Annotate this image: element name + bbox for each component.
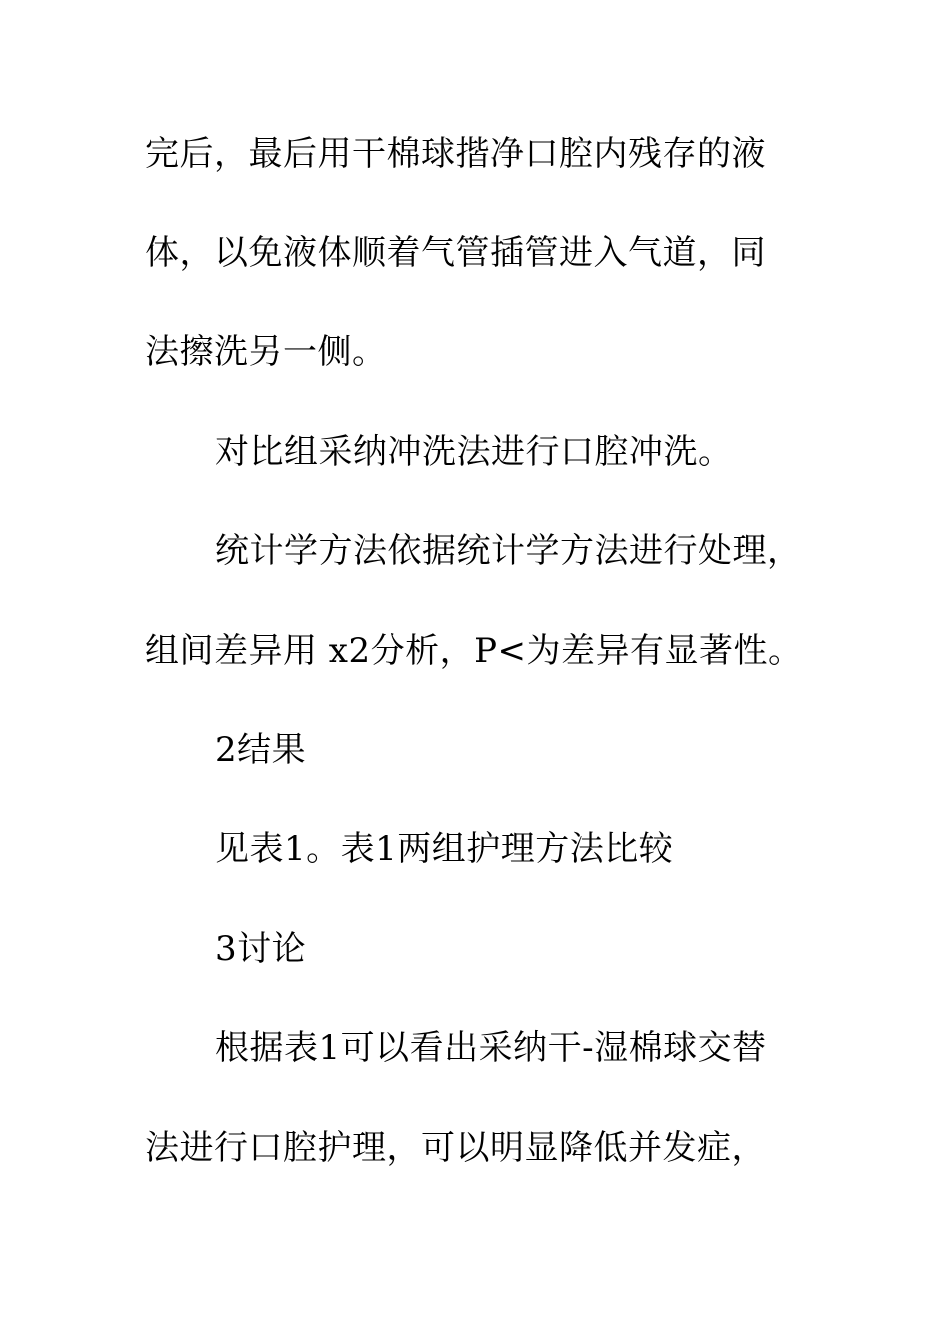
paragraph-line: 法进行口腔护理，可以明显降低并发症， — [145, 1128, 766, 1168]
paragraph-line: 统计学方法依据统计学方法进行处理， — [215, 531, 802, 571]
paragraph-line: 法擦洗另一侧。 — [145, 332, 387, 372]
paragraph-line: 组间差异用 x2分析，P<为差异有显著性。 — [145, 631, 803, 671]
section-heading-results: 2结果 — [215, 730, 307, 770]
paragraph-line: 见表1。表1两组护理方法比较 — [215, 829, 674, 869]
paragraph-line: 根据表1可以看出采纳干-湿棉球交替 — [215, 1028, 767, 1068]
section-heading-discussion: 3讨论 — [215, 929, 307, 969]
paragraph-line: 体，以免液体顺着气管插管进入气道，同 — [145, 233, 766, 273]
paragraph-line: 对比组采纳冲洗法进行口腔冲洗。 — [215, 432, 733, 472]
paragraph-line: 完后，最后用干棉球揩净口腔内残存的液 — [145, 134, 766, 174]
